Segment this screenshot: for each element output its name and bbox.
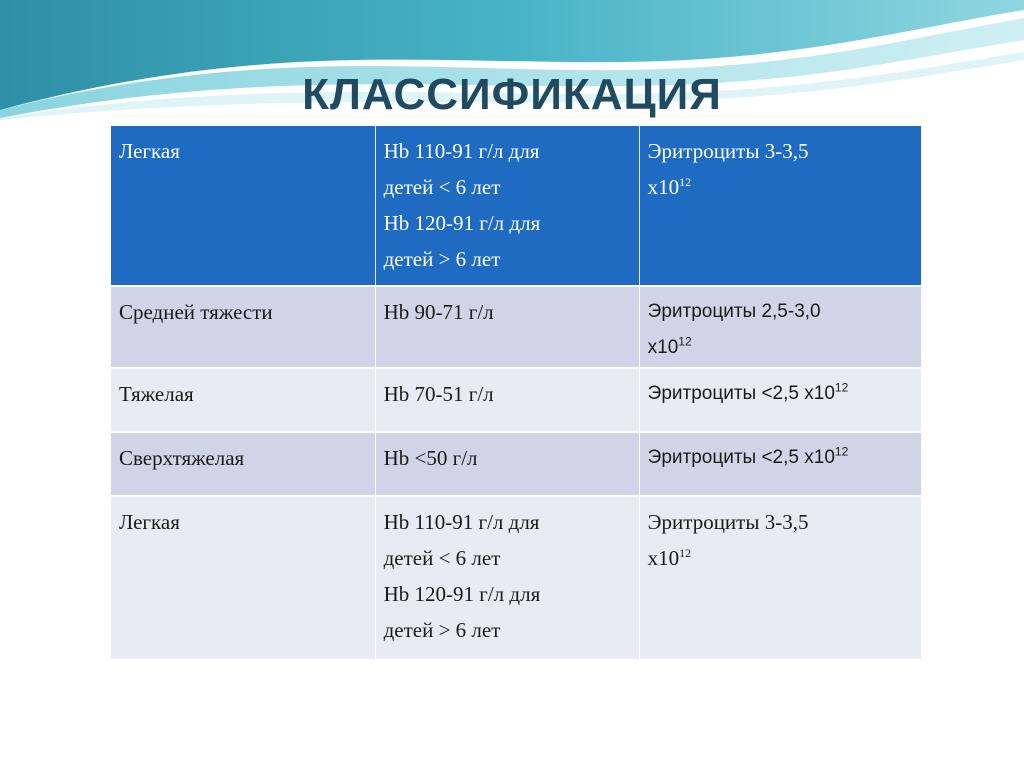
table-row <box>111 126 921 286</box>
severity-label: Средней тяжести <box>119 300 273 324</box>
hb-text: детей < 6 лет <box>383 175 501 199</box>
hb-cell <box>375 126 639 286</box>
erythrocytes-text: Эритроциты 3-3,5 <box>647 510 809 534</box>
erythrocytes-cell <box>639 432 921 496</box>
erythrocytes-text: Эритроциты <2,5 x10 <box>647 447 835 468</box>
classification-table <box>111 126 921 661</box>
hb-text: Hb 110-91 г/л для <box>383 139 540 163</box>
severity-label: Тяжелая <box>119 382 194 406</box>
exponent: 12 <box>679 546 692 560</box>
severity-cell <box>111 496 375 660</box>
severity-label: Легкая <box>119 139 180 163</box>
exponent: 12 <box>834 380 849 395</box>
hb-text: детей > 6 лет <box>383 247 501 271</box>
hb-cell <box>375 368 639 432</box>
exponent: 12 <box>679 175 692 189</box>
hb-cell <box>375 286 639 368</box>
hb-text: Hb <50 г/л <box>383 446 478 470</box>
erythrocytes-text: Эритроциты 3-3,5 <box>647 139 809 163</box>
erythrocytes-text: x10 <box>647 175 680 199</box>
table-row <box>111 496 921 660</box>
severity-label: Сверхтяжелая <box>119 446 245 470</box>
hb-text: Hb 120-91 г/л для <box>383 211 541 235</box>
erythrocytes-cell <box>639 368 921 432</box>
severity-cell <box>111 368 375 432</box>
hb-text: Hb 90-71 г/л <box>383 300 494 324</box>
hb-cell <box>375 496 639 660</box>
severity-cell <box>111 286 375 368</box>
severity-cell <box>111 126 375 286</box>
erythrocytes-cell <box>639 126 921 286</box>
erythrocytes-text: Эритроциты 2,5-3,0 <box>647 301 821 322</box>
erythrocytes-cell <box>639 286 921 368</box>
severity-label: Легкая <box>119 510 180 534</box>
hb-cell <box>375 432 639 496</box>
table-row <box>111 368 921 432</box>
hb-text: Hb 110-91 г/л для <box>383 510 540 534</box>
hb-text: Hb 70-51 г/л <box>383 382 494 406</box>
table-row <box>111 286 921 368</box>
erythrocytes-text: x10 <box>647 546 680 570</box>
erythrocytes-text: Эритроциты <2,5 x10 <box>647 383 835 404</box>
hb-text: Hb 120-91 г/л для <box>383 582 541 606</box>
table-row <box>111 432 921 496</box>
severity-cell <box>111 432 375 496</box>
erythrocytes-text: x10 <box>647 337 679 358</box>
slide-title: КЛАССИФИКАЦИЯ <box>302 70 722 119</box>
exponent: 12 <box>834 444 849 459</box>
hb-text: детей < 6 лет <box>383 546 501 570</box>
erythrocytes-cell <box>639 496 921 660</box>
hb-text: детей > 6 лет <box>383 618 501 642</box>
exponent: 12 <box>678 334 692 349</box>
